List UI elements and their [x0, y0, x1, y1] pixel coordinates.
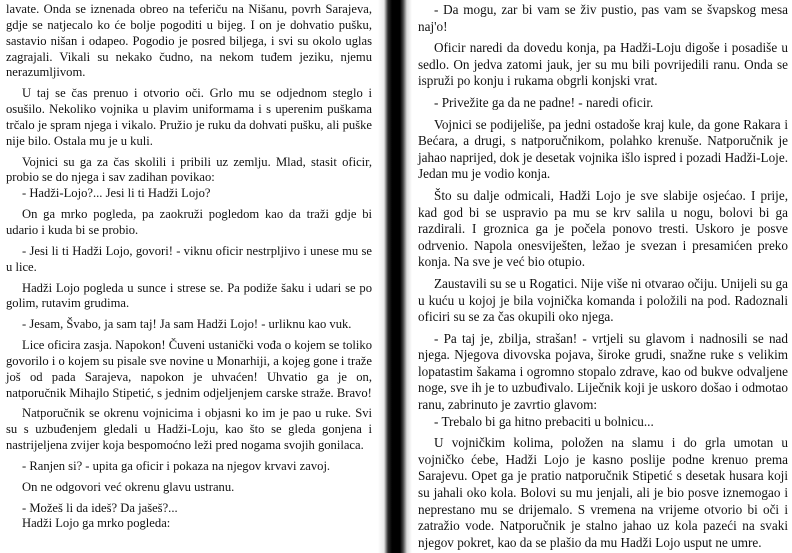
paragraph: - Jesam, Švabo, ja sam taj! Ja sam Hadži Lojo! - urliknu kao vuk.: [22, 317, 352, 332]
paragraph: Zaustavili su se u Rogatici. Nije više ni otvarao očiju. Unijeli su ga u kuću u kojoj je bila vojnička komanda i položili na pod. Radoznali oficiri su se za čas okupili oko njega.: [418, 275, 788, 325]
paragraph: U vojničkim kolima, položen na slamu i do grla umotan u vojničko ćebe, Hadži Lojo je kasno poslije podne krenuo prema Sarajevu. Opet ga je pratio natporučnik Stipetić s desetak husara koji su jahali oko kola. Bolovi su mu jenjali, ali je bio posve iznemogao i neprestano mu se drijemalo. S vremena na vrijeme otvorio bi oči i zatražio vode. Natporučnik je stalno jahao uz kola pazeći na svaki njegov pokret, kao da se plašio da mu Hadži Lojo usput ne umre.: [418, 435, 788, 550]
paragraph: - Hadži-Lojo?... Jesi li ti Hadži Lojo?: [22, 186, 211, 201]
paragraph: U taj se čas prenuo i otvorio oči. Grlo mu se odjednom steglo i osušilo. Nekoliko vojnika u plavim uniformama i s uperenim puškama trčalo je spram njega i vikalo. Pružio je ruku da dohvati pušku, ali puške nije bilo. Ostala mu je u kuli.: [6, 86, 372, 148]
paragraph: - Jesi li ti Hadži Lojo, govori! - viknu oficir nestrpljivo i unese mu se u lice.: [6, 243, 372, 274]
paragraph: - Možeš li da ideš? Da jašeš?...: [22, 500, 178, 515]
left-page: [0, 0, 378, 553]
paragraph: Vojnici su ga za čas skolili i pribili uz zemlju. Mlad, stasit oficir, probio se do njega i sav zadihan povikao:: [6, 154, 372, 185]
paragraph: - Privežite ga da ne padne! - naredi oficir.: [434, 94, 654, 110]
paragraph: Lice oficira zasja. Napokon! Čuveni ustanički vođa o kojem se toliko govorilo i o kojem su pisale sve novine u Monarhiji, a kojeg gone i traže još od pada Sarajeva, napokon je uhvaćen! Uhvatio ga je on, natporučnik Mihajlo Stipetić, s jednim odjeljenjem carske straže. Bravo!: [6, 338, 372, 400]
paragraph: - Trebalo bi ga hitno prebaciti u bolnicu...: [434, 413, 654, 429]
paragraph: On ga mrko pogleda, pa zaokruži pogledom kao da traži gdje bi udario i kuda bi se probio.: [6, 207, 372, 237]
paragraph: - Da mogu, zar bi vam se živ pustio, pas vam se švapskog mesa naj'o!: [418, 2, 788, 34]
paragraph: Natporučnik se okrenu vojnicima i objasni ko im je pao u ruke. Svi su s uzbuđenjem gledali u Hadži-Loju, kao što se gleda gonjena i nastrijeljena zvijer koja bespomoćno leži pred nogama svojih gonilaca.: [6, 406, 372, 453]
right-page: [412, 0, 792, 553]
paragraph: - Ranjen si? - upita ga oficir i pokaza na njegov krvavi zavoj.: [22, 458, 331, 473]
book-gutter: [378, 0, 412, 553]
paragraph: Oficir naredi da dovedu konja, pa Hadži-Loju digoše i posadiše u sedlo. On jedva zatomi jauk, jer su mu bili povrijedili ranu. Onda se ispruži po konju i rukama obgrli konjski vrat.: [418, 40, 788, 89]
paragraph: Što su dalje odmicali, Hadži Lojo je sve slabije osjećao. I prije, kad god bi se uspravio pa mu se krv salila u nogu, bolovi bi ga razdirali. I groznica ga je počela ponovo tresti. Uskoro je posve odrvenio. Napola onesviješten, ležao je svezan i presamićen preko konja. Na sve je već bio otupio.: [418, 187, 788, 270]
paragraph: lavate. Onda se iznenada obreo na teferiču na Nišanu, povrh Sarajeva, gdje se natjecalo ko će bolje pogoditi u bijeg. I on je dohvatio pušku, sastavio nišan i odapeo. Pogodio je posred biljega, i svi su okolo uglas zagrajali. Vikali su nekako čudno, na nekom tuđem jeziku, njemu nerazumljivom.: [6, 2, 372, 80]
paragraph: On ne odgovori već okrenu glavu ustranu.: [22, 479, 235, 494]
paragraph: Vojnici se podijeliše, pa jedni ostadoše kraj kule, da gone Rakara i Bećara, a drugi, s natporučnikom, polahko krenuše. Natporučnik je jahao naprijed, dok je desetak vojnika išlo ispred i pozadi Hadži-Loje. Jedan mu je vodio konja.: [418, 116, 788, 182]
paragraph: Hadži Lojo pogleda u sunce i strese se. Pa podiže šaku i udari se po golim, rutavim grudima.: [6, 280, 372, 311]
paragraph: - Pa taj je, zbilja, strašan! - vrtjeli su glavom i nadnosili se nad njega. Njegova divovska pojava, široke grudi, snažne ruke s velikim lopatastim šakama i ogromno stopalo zdrave, kao od bukve odvaljene noge, sve ih je to uzbuđivalo. Liječnik koji je uskoro došao i odmotao ranu, zabrinuto je zavrtio glavom:: [418, 330, 788, 413]
paragraph: Hadži Lojo ga mrko pogleda:: [22, 516, 171, 531]
